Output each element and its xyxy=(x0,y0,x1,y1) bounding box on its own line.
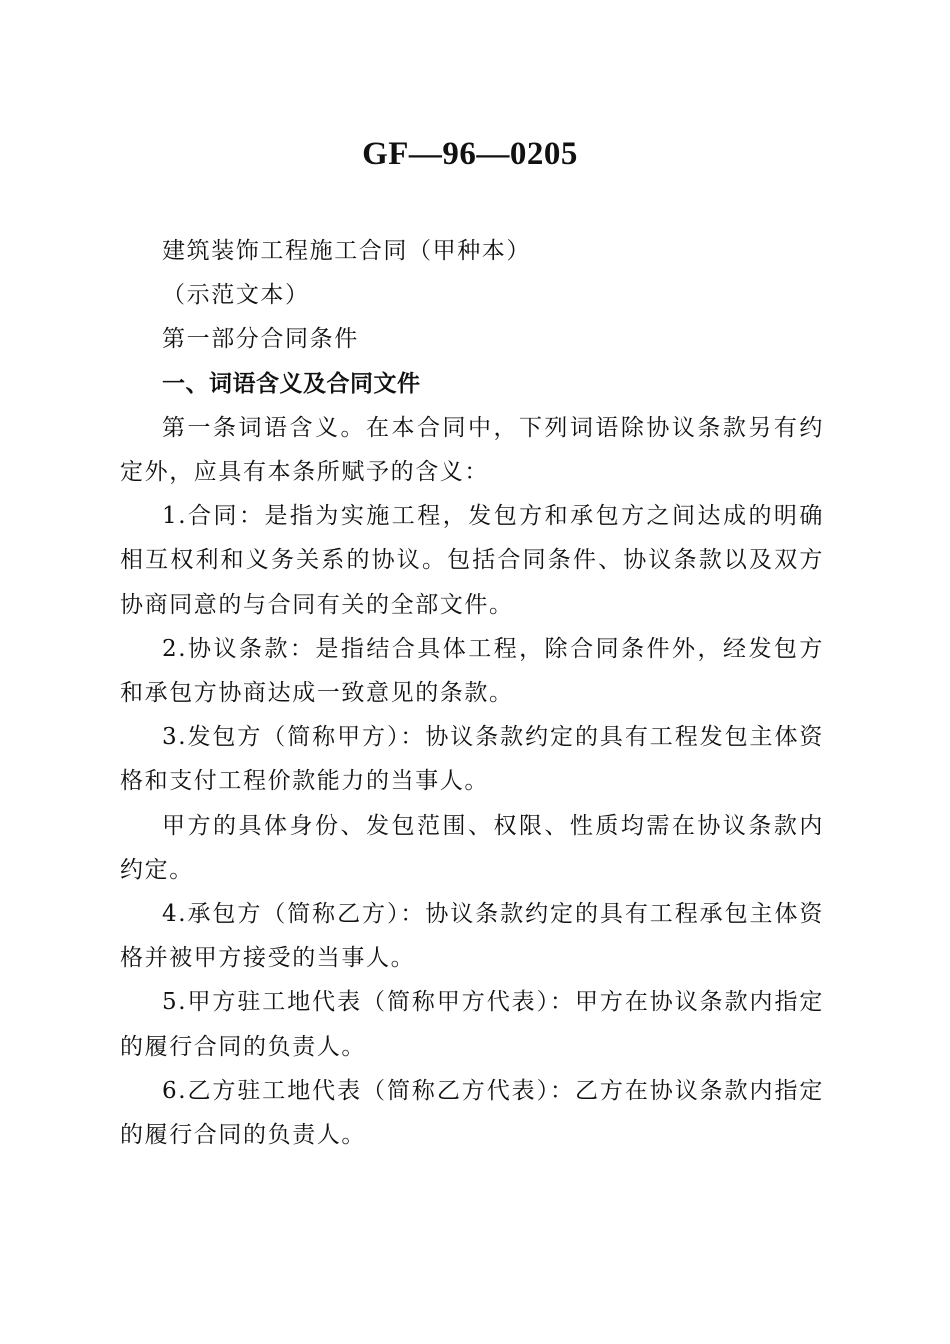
definition-item: 2.协议条款：是指结合具体工程，除合同条件外，经发包方和承包方协商达成一致意见的条款。 xyxy=(120,635,824,707)
definition-item: 3.发包方（简称甲方）：协议条款约定的具有工程发包主体资格和支付工程价款能力的当事人。 xyxy=(120,724,824,795)
part-heading: 第一部分合同条件 xyxy=(162,326,359,353)
definition-item: 1.合同：是指为实施工程，发包方和承包方之间达成的明确相互权利和义务关系的协议。包括合同条件、协议条款以及双方协商同意的与合同有关的全部文件。 xyxy=(120,503,824,618)
document-code: GF—96—0205 xyxy=(362,136,578,172)
definition-note: 甲方的具体身份、发包范围、权限、性质均需在协议条款内约定。 xyxy=(120,812,824,883)
contract-subtitle: （示范文本） xyxy=(162,282,310,309)
contract-title: 建筑装饰工程施工合同（甲种本） xyxy=(162,238,531,264)
article-paragraph: 第一条词语含义。在本合同中，下列词语除协议条款另有约定外，应具有本条所赋予的含义： xyxy=(120,414,824,486)
document-body xyxy=(120,229,824,1157)
definition-item: 5.甲方驻工地代表（简称甲方代表）：甲方在协议条款内指定的履行合同的负责人。 xyxy=(120,989,824,1060)
definition-item: 4.承包方（简称乙方）：协议条款约定的具有工程承包主体资格并被甲方接受的当事人。 xyxy=(120,901,824,972)
section-heading: 一、词语含义及合同文件 xyxy=(162,370,421,397)
definition-item: 6.乙方驻工地代表（简称乙方代表）：乙方在协议条款内指定的履行合同的负责人。 xyxy=(120,1077,824,1149)
